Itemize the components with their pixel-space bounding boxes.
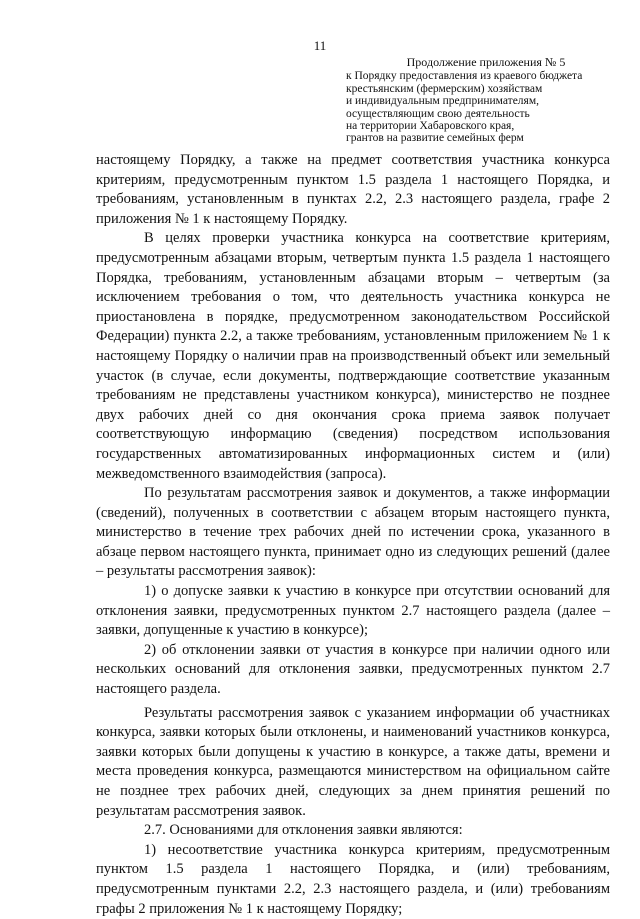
appendix-title: Продолжение приложения № 5 <box>406 55 566 69</box>
paragraph-continuation: настоящему Порядку, а также на предмет соответствия участника конкурса критериям, предусмотренным пунктом 1.5 раздела 1 настоящего Порядка, и требованиям, установленным в пунктах 2.2, 2.3 настоящего раздела, графе 2 приложения № 1 к настоящему Порядку. <box>96 152 610 227</box>
paragraph-item-rejection: 2) об отклонении заявки от участия в конкурсе при наличии одного или нескольких оснований для отклонения заявки, предусмотренных пунктом 2.7 настоящего раздела. <box>96 641 610 698</box>
paragraph-publication: Результаты рассмотрения заявок с указанием информации об участниках конкурса, заявки которых были отклонены, и наименований участников конкурса, заявки которых были допущены к участию в конкурсе, а также даты, времени и места проведения конкурса, размещаются министерством на официальном сайте не позднее трех рабочих дней, следующих за днем принятия решений по результатам рассмотрения заявок. <box>96 704 610 819</box>
page-number: 11 <box>313 38 327 53</box>
paragraph-verification: В целях проверки участника конкурса на соответствие критериям, предусмотренным абзацами вторым, четвертым пункта 1.5 раздела 1 настоящего Порядка, требованиям, установленным абзацами вторым – четвертым (за исключением требования о том, что деятельность участника конкурса не приостановлена в порядке, предусмотренном законодательством Российской Федерации) пункта 2.2, а также требованиям, установленным приложением № 1 к настоящему Порядку о наличии прав на производственный объект или земельный участок (в случае, если документы, подтверждающие соответствие указанным требованиям не представлены участником конкурса), министерство не позднее двух рабочих дней со дня окончания срока приема заявок получает соответствующую информацию (сведения) посредством использования государственных автоматизированных информационных систем и (или) межведомственного взаимодействия (запроса). <box>96 230 610 482</box>
document-body <box>96 151 610 919</box>
appendix-header-line: к Порядку предоставления из краевого бюджета <box>346 70 583 83</box>
appendix-header-line: и индивидуальным предпринимателям, <box>346 95 539 108</box>
paragraph-section-2-7: 2.7. Основаниями для отклонения заявки являются: <box>144 822 463 839</box>
appendix-header-line: грантов на развитие семейных ферм <box>346 132 524 145</box>
appendix-header-line: крестьянским (фермерским) хозяйствам <box>346 82 543 95</box>
paragraph-review-results: По результатам рассмотрения заявок и документов, а также информации (сведений), полученных в соответствии с абзацем вторым настоящего пункта, министерство в течение трех рабочих дней по истечении срока, указанного в абзаце первом настоящего пункта, принимает одно из следующих решений (далее – результаты рассмотрения заявок): <box>96 485 610 580</box>
paragraph-rejection-ground-1: 1) несоответствие участника конкурса критериям, предусмотренным пунктом 1.5 раздела 1 настоящего Порядка, и (или) требованиям, предусмотренным пунктами 2.2, 2.3 настоящего раздела, и (или) требованиям графы 2 приложения № 1 к настоящему Порядку; <box>96 841 610 917</box>
paragraph-item-admission: 1) о допуске заявки к участию в конкурсе при отсутствии оснований для отклонения заявки, предусмотренных пунктом 2.7 настоящего раздела (далее – заявки, допущенные к участию в конкурсе); <box>96 583 610 639</box>
appendix-header-line: на территории Хабаровского края, <box>346 120 515 133</box>
appendix-header-line: осуществляющим свою деятельность <box>346 107 530 120</box>
appendix-header <box>346 56 626 145</box>
